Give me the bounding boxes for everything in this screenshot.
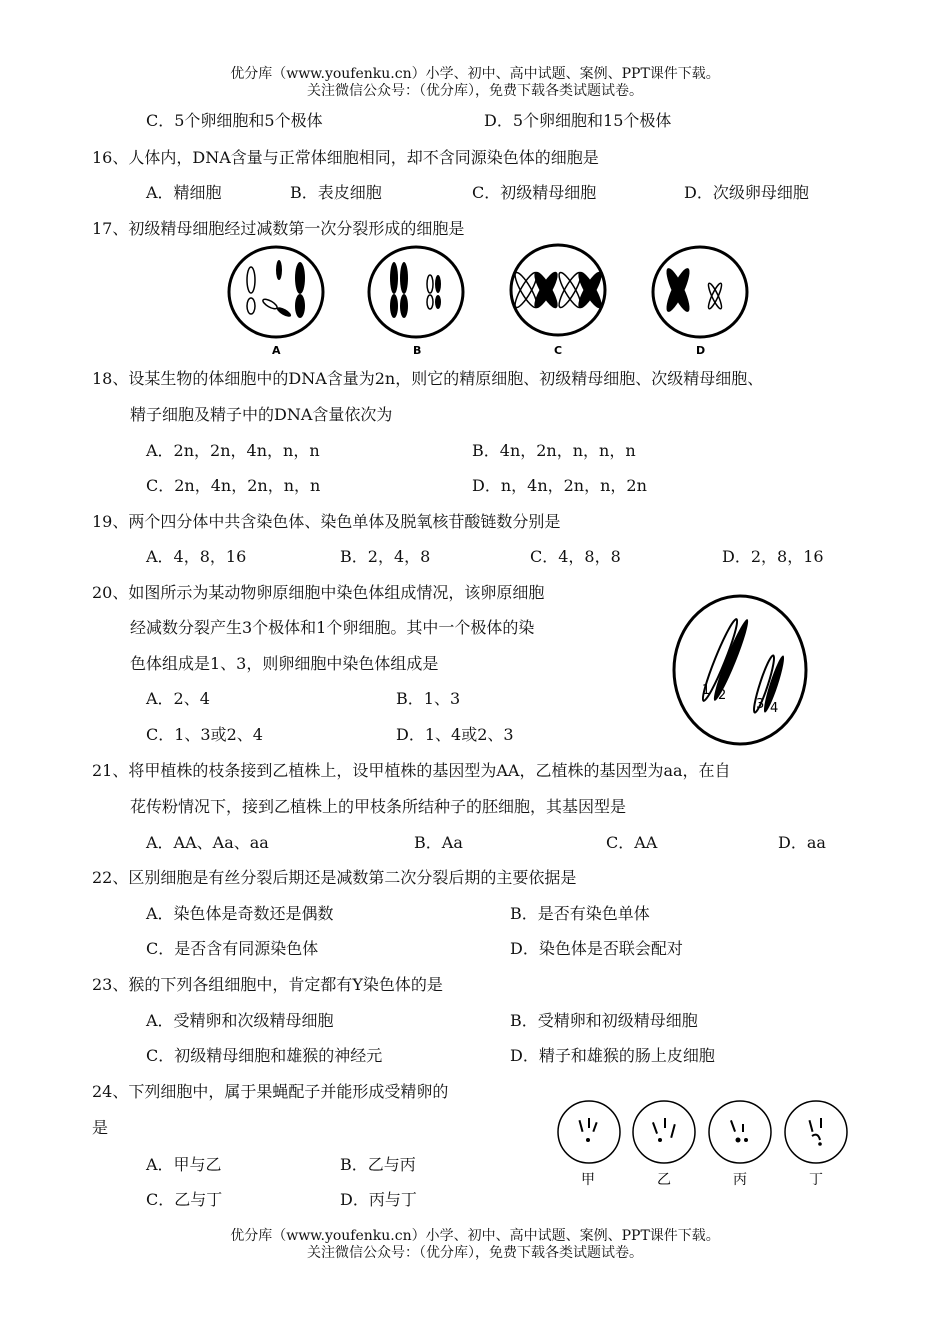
- q20-stem-2: 经减数分裂产生3个极体和1个卵细胞。其中一个极体的染: [130, 618, 535, 637]
- q19-option-c: C．4，8，8: [530, 547, 621, 566]
- q21-stem-1: 21、将甲植株的枝条接到乙植株上，设甲植株的基因型为AA，乙植株的基因型为aa，在自: [92, 761, 731, 780]
- header-line-2: 关注微信公众号：（优分库），免费下载各类试题试卷。: [307, 83, 643, 99]
- q20-stem-1: 20、如图所示为某动物卵原细胞中染色体组成情况，该卵原细胞: [92, 583, 545, 602]
- q19-option-a: A．4，8，16: [146, 547, 247, 566]
- q17-stem: 17、初级精母细胞经过减数第一次分裂形成的细胞是: [92, 219, 465, 238]
- q21-option-c: C．AA: [606, 833, 658, 852]
- q21-option-b: B．Aa: [414, 833, 463, 852]
- q18-option-c: C．2n，4n，2n，n，n: [146, 476, 321, 495]
- q15-option-d: D．5个卵细胞和15个极体: [484, 111, 672, 130]
- q20-chromosome-label-4: 4: [770, 701, 779, 716]
- q24-stem-2: 是: [92, 1118, 109, 1137]
- q24-stem-1: 24、下列细胞中，属于果蝇配子并能形成受精卵的: [92, 1082, 449, 1101]
- q22-option-a: A．染色体是奇数还是偶数: [146, 904, 334, 923]
- q17-cell-a: [229, 247, 323, 357]
- q23-option-c: C．初级精母细胞和雄猴的神经元: [146, 1046, 383, 1065]
- q20-option-a: A．2、4: [146, 689, 210, 708]
- q24-option-c: C．乙与丁: [146, 1190, 223, 1209]
- q22-stem: 22、区别细胞是有丝分裂后期还是减数第二次分裂后期的主要依据是: [92, 868, 577, 887]
- q20-option-b: B．1、3: [396, 689, 461, 708]
- q17-label-d: D: [696, 344, 706, 357]
- q17-label-a: A: [272, 344, 281, 357]
- q22-option-c: C．是否含有同源染色体: [146, 939, 319, 958]
- q16-option-d: D．次级卵母细胞: [684, 183, 809, 202]
- q24-cell-figure: [554, 1096, 854, 1192]
- q21-stem-2: 花传粉情况下，接到乙植株上的甲枝条所结种子的胚细胞，其基因型是: [130, 797, 627, 816]
- q17-cell-b: [369, 247, 463, 357]
- q18-option-d: D．n，4n，2n，n，2n: [472, 476, 647, 495]
- q23-stem: 23、猴的下列各组细胞中，肯定都有Y染色体的是: [92, 975, 443, 994]
- q24-label-yi: 乙: [657, 1172, 671, 1188]
- q17-cell-c: [511, 245, 605, 357]
- footer-line-1: 优分库（www.youfenku.cn）小学、初中、高中试题、案例、PPT课件下载。: [230, 1228, 720, 1244]
- q20-chromosome-label-1: 1: [702, 683, 711, 698]
- q18-stem-2: 精子细胞及精子中的DNA含量依次为: [130, 405, 393, 424]
- q20-chromosome-label-3: 3: [756, 697, 765, 712]
- q24-label-jia: 甲: [581, 1172, 595, 1188]
- q19-option-b: B．2，4，8: [340, 547, 431, 566]
- q16-option-c: C．初级精母细胞: [472, 183, 597, 202]
- q24-label-bing: 丙: [733, 1172, 747, 1188]
- header-line-1: 优分库（www.youfenku.cn）小学、初中、高中试题、案例、PPT课件下载。: [230, 66, 720, 82]
- footer-line-2: 关注微信公众号：（优分库），免费下载各类试题试卷。: [307, 1245, 643, 1261]
- q17-cell-d: [653, 247, 747, 357]
- q19-option-d: D．2，8，16: [722, 547, 824, 566]
- q22-option-d: D．染色体是否联会配对: [510, 939, 683, 958]
- q17-cell-figure: [220, 240, 760, 360]
- q19-stem: 19、两个四分体中共含染色体、染色单体及脱氧核苷酸链数分别是: [92, 512, 561, 531]
- q24-option-a: A．甲与乙: [146, 1155, 222, 1174]
- q16-option-a: A．精细胞: [146, 183, 222, 202]
- q21-option-d: D．aa: [778, 833, 826, 852]
- q20-option-d: D．1、4或2、3: [396, 725, 514, 744]
- q17-label-b: B: [413, 344, 422, 357]
- q20-cell-figure: [668, 592, 818, 752]
- q20-option-c: C．1、3或2、4: [146, 725, 263, 744]
- q23-option-d: D．精子和雄猴的肠上皮细胞: [510, 1046, 715, 1065]
- q17-label-c: C: [554, 344, 563, 357]
- q15-option-c: C．5个卵细胞和5个极体: [146, 111, 323, 130]
- q24-label-ding: 丁: [809, 1172, 823, 1188]
- q20-chromosome-label-2: 2: [718, 688, 727, 703]
- q24-option-d: D．丙与丁: [340, 1190, 417, 1209]
- q16-option-b: B．表皮细胞: [290, 183, 382, 202]
- q23-option-a: A．受精卵和次级精母细胞: [146, 1011, 334, 1030]
- q18-option-b: B．4n，2n，n，n，n: [472, 441, 636, 460]
- q18-stem-1: 18、设某生物的体细胞中的DNA含量为2n，则它的精原细胞、初级精母细胞、次级精母细胞、: [92, 369, 764, 388]
- q21-option-a: A．AA、Aa、aa: [146, 833, 269, 852]
- q23-option-b: B．受精卵和初级精母细胞: [510, 1011, 698, 1030]
- q16-stem: 16、人体内，DNA含量与正常体细胞相同，却不含同源染色体的细胞是: [92, 148, 599, 167]
- q22-option-b: B．是否有染色单体: [510, 904, 650, 923]
- q18-option-a: A．2n，2n，4n，n，n: [146, 441, 320, 460]
- q20-stem-3: 色体组成是1、3，则卵细胞中染色体组成是: [130, 654, 439, 673]
- q24-option-b: B．乙与丙: [340, 1155, 416, 1174]
